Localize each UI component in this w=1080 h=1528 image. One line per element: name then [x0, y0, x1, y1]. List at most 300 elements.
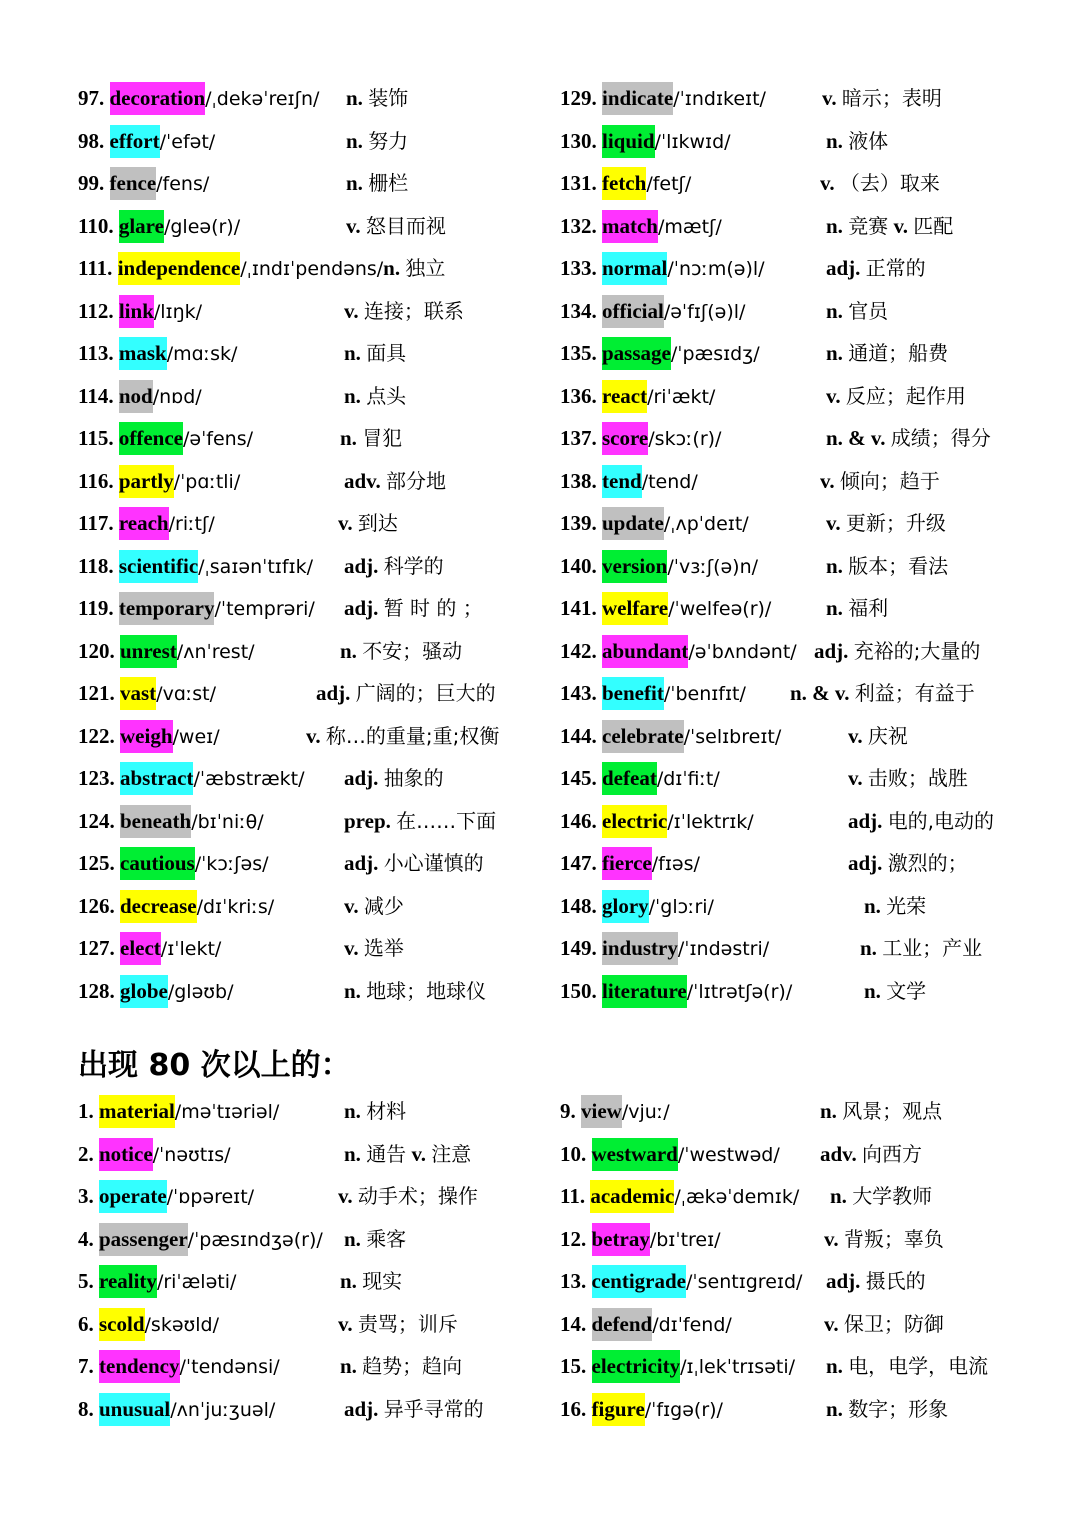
vocab-entry	[78, 842, 484, 885]
part-of-speech: n.	[826, 596, 843, 620]
phonetic: /gləʊb/	[167, 980, 234, 1003]
phonetic: /ˈnɔːm(ə)l/	[667, 258, 765, 280]
vocab-entry	[560, 545, 949, 588]
phonetic: /ˈsentɪgreɪd/	[685, 1271, 803, 1293]
part-of-speech: n.	[340, 426, 357, 450]
chinese-meaning: 暗示；表明	[841, 86, 942, 110]
vocab-word: nod	[119, 380, 153, 413]
meaning	[346, 77, 408, 120]
phonetic: /mætʃ/	[658, 215, 722, 238]
vocab-word: scold	[99, 1308, 145, 1341]
entry-number: 145.	[560, 766, 597, 790]
part-of-speech: adj.	[848, 851, 883, 875]
vocab-entry	[78, 715, 500, 758]
vocab-word: scientific	[119, 550, 198, 583]
meaning	[848, 715, 908, 758]
chinese-meaning: 更新；升级	[845, 511, 946, 535]
chinese-meaning: 怒目而视	[365, 213, 446, 238]
vocab-entry	[78, 290, 464, 333]
entry-number: 97.	[78, 86, 105, 110]
meaning	[344, 332, 406, 375]
meaning	[340, 1345, 462, 1388]
phonetic: /gleə(r)/	[163, 215, 241, 238]
vocab-entry	[78, 375, 445, 418]
part-of-speech: adj.	[344, 766, 379, 790]
vocab-entry	[560, 715, 908, 758]
chinese-meaning: 击败；战胜	[867, 766, 968, 790]
chinese-meaning: 努力	[368, 128, 409, 153]
entry-number: 118.	[78, 553, 114, 578]
meaning	[820, 1090, 942, 1133]
phonetic: /əˈbʌndənt/	[688, 640, 797, 663]
chinese-meaning: 广阔的；巨大的	[355, 681, 496, 705]
meaning	[826, 1388, 948, 1431]
vocab-word: fierce	[602, 847, 652, 880]
meaning	[344, 970, 486, 1013]
vocab-entry	[560, 162, 940, 205]
vocab-word: welfare	[602, 592, 668, 625]
entry-number: 128.	[78, 978, 115, 1003]
part-of-speech: n.	[864, 978, 881, 1003]
vocab-entry	[560, 375, 966, 418]
part-of-speech: n. & v.	[826, 426, 886, 450]
part-of-speech: n.	[344, 341, 361, 365]
meaning	[820, 460, 940, 503]
chinese-meaning: 点头	[366, 383, 407, 408]
phonetic: /riˈækt/	[647, 385, 716, 408]
meaning	[820, 162, 940, 205]
phonetic: /əˈfens/	[182, 428, 254, 450]
phonetic: /əˈfɪʃ(ə)l/	[663, 300, 746, 323]
part-of-speech: n.	[340, 1269, 357, 1293]
meaning	[860, 927, 982, 970]
vocab-entry	[78, 1218, 407, 1261]
phonetic: /ˌɪndɪˈpendəns/	[240, 258, 384, 280]
part-of-speech: n.	[346, 128, 363, 153]
phonetic: /ˈkɔːʃəs/	[194, 853, 269, 875]
meaning	[316, 672, 496, 715]
vocab-entry	[78, 1303, 458, 1346]
vocab-word: celebrate	[602, 720, 684, 753]
meaning	[344, 757, 444, 800]
vocab-word: abundant	[602, 635, 688, 668]
phonetic: /riˈæləti/	[156, 1271, 237, 1293]
chinese-meaning: 反应；起作用	[845, 383, 966, 408]
vocab-word: defend	[592, 1308, 653, 1341]
part-of-speech: n.	[826, 298, 843, 323]
phonetic: /ɪˌlekˈtrɪsəti/	[680, 1356, 796, 1378]
vocab-entry	[78, 1388, 484, 1431]
phonetic: /vjuː/	[621, 1101, 670, 1123]
meaning	[338, 1303, 458, 1346]
vocab-entry	[560, 502, 946, 545]
part-of-speech: v.	[344, 936, 359, 960]
vocab-entry	[560, 885, 927, 928]
meaning	[826, 545, 948, 588]
meaning	[344, 290, 464, 333]
vocab-word: academic	[590, 1180, 674, 1213]
vocab-word: passage	[602, 337, 671, 370]
phonetic: /fetʃ/	[646, 173, 692, 195]
vocab-word: effort	[110, 125, 160, 158]
chinese-meaning: 光荣	[886, 893, 927, 918]
vocab-word: electric	[602, 805, 667, 838]
meaning	[344, 1218, 406, 1261]
part-of-speech: n.	[826, 1396, 843, 1421]
vocab-word: literature	[602, 975, 687, 1008]
phonetic: /ˌdekəˈreɪʃn/	[205, 88, 320, 110]
part-of-speech: v.	[893, 213, 909, 238]
entry-number: 137.	[560, 426, 597, 450]
vocab-word: tendency	[99, 1350, 180, 1383]
phonetic: /vɑːst/	[156, 683, 217, 705]
meaning	[824, 1303, 944, 1346]
meaning	[826, 205, 953, 248]
chinese-meaning: 充裕的;大量的	[853, 638, 981, 663]
phonetic: /ˈnəʊtɪs/	[152, 1143, 231, 1166]
entry-number: 15.	[560, 1354, 587, 1378]
part-of-speech: n.	[820, 1099, 837, 1123]
part-of-speech: n.	[826, 213, 843, 238]
chinese-meaning: 独立	[405, 256, 446, 280]
entry-number: 9.	[560, 1099, 576, 1123]
vocab-entry	[560, 757, 968, 800]
vocab-entry	[78, 672, 496, 715]
chinese-meaning: 大学教师	[852, 1184, 933, 1208]
entry-number: 1.	[78, 1099, 94, 1123]
vocab-word: vast	[120, 677, 156, 710]
vocab-word: notice	[99, 1138, 153, 1171]
meaning	[340, 1260, 402, 1303]
part-of-speech: n.	[344, 1099, 361, 1123]
chinese-meaning: 庆祝	[867, 723, 908, 748]
entry-number: 121.	[78, 681, 115, 705]
section-heading: 出现 80 次以上的：	[78, 1048, 351, 1083]
vocab-word: benefit	[602, 677, 664, 710]
meaning	[346, 120, 408, 163]
chinese-meaning: 抽象的	[383, 766, 444, 790]
vocab-entry	[78, 885, 445, 928]
vocab-word: globe	[120, 975, 168, 1008]
chinese-meaning: 异乎寻常的	[383, 1396, 484, 1421]
vocab-entry	[560, 1303, 944, 1346]
chinese-meaning: 利益；有益于	[854, 681, 975, 705]
chinese-meaning: 现实	[362, 1269, 403, 1293]
part-of-speech: n.	[346, 86, 363, 110]
vocab-word: elect	[120, 932, 161, 965]
entry-number: 119.	[78, 596, 114, 620]
section2-left-column	[78, 1090, 484, 1430]
phonetic: /ˈbenɪfɪt/	[663, 683, 746, 705]
entry-number: 3.	[78, 1184, 94, 1208]
chinese-meaning: 倾向；趋于	[839, 468, 940, 493]
entry-number: 138.	[560, 468, 597, 493]
vocab-entry	[560, 927, 983, 970]
meaning	[344, 545, 444, 588]
meaning	[826, 290, 888, 333]
entry-number: 115.	[78, 426, 114, 450]
part-of-speech: prep.	[344, 808, 391, 833]
vocab-entry	[560, 120, 889, 163]
entry-number: 146.	[560, 808, 597, 833]
chinese-meaning: 数字；形象	[848, 1396, 949, 1421]
vocab-entry	[560, 587, 889, 630]
part-of-speech: n.	[860, 936, 877, 960]
meaning	[848, 842, 968, 885]
phonetic: /skəʊld/	[144, 1313, 219, 1336]
meaning	[346, 205, 446, 248]
vocab-word: defeat	[602, 762, 657, 795]
vocab-word: version	[602, 550, 667, 583]
chinese-meaning: （去）取来	[839, 171, 940, 195]
entry-number: 144.	[560, 723, 597, 748]
part-of-speech: n.	[826, 128, 843, 153]
part-of-speech: adv.	[344, 468, 381, 493]
vocab-entry	[560, 1090, 943, 1133]
vocab-word: liquid	[602, 125, 655, 158]
vocab-entry	[560, 417, 991, 460]
vocab-word: westward	[592, 1138, 678, 1171]
meaning	[346, 162, 408, 205]
phonetic: /dɪˈkriːs/	[196, 895, 275, 918]
part-of-speech: n.	[344, 978, 361, 1003]
phonetic: /nɒd/	[152, 385, 202, 408]
vocab-word: reality	[99, 1265, 157, 1298]
phonetic: /mɑːsk/	[166, 343, 238, 365]
phonetic: /ˈfɪgə(r)/	[644, 1398, 723, 1421]
vocab-word: glory	[602, 890, 649, 923]
vocab-word: update	[602, 507, 664, 540]
part-of-speech: v.	[338, 1184, 353, 1208]
chinese-meaning: 保卫；防御	[843, 1311, 944, 1336]
chinese-meaning: 激烈的；	[887, 851, 968, 875]
vocab-word: partly	[119, 465, 174, 498]
phonetic: /lɪŋk/	[153, 300, 203, 323]
meaning	[822, 77, 942, 120]
meaning	[826, 120, 888, 163]
chinese-meaning: 冒犯	[362, 426, 403, 450]
phonetic: /ˈtendənsi/	[179, 1356, 280, 1378]
chinese-meaning: 乘客	[366, 1226, 407, 1251]
chinese-meaning: 地球；地球仪	[366, 978, 487, 1003]
meaning	[864, 885, 926, 928]
part-of-speech: v.	[826, 511, 841, 535]
entry-number: 110.	[78, 213, 114, 238]
vocab-entry	[560, 672, 975, 715]
part-of-speech: adj.	[826, 1269, 861, 1293]
vocab-word: link	[119, 295, 154, 328]
vocab-word: beneath	[120, 805, 191, 838]
vocab-entry	[560, 332, 949, 375]
meaning	[864, 970, 926, 1013]
chinese-meaning: 动手术；操作	[357, 1184, 478, 1208]
vocab-word: offence	[119, 422, 183, 455]
entry-number: 10.	[560, 1141, 587, 1166]
chinese-meaning: 减少	[363, 893, 404, 918]
phonetic: /ˈæbstrækt/	[193, 768, 305, 790]
phonetic: /weɪ/	[172, 725, 220, 748]
part-of-speech: v.	[344, 893, 359, 918]
chinese-meaning: 栅栏	[368, 171, 409, 195]
meaning	[306, 715, 499, 758]
chinese-meaning: 成绩；得分	[890, 426, 991, 450]
vocab-entry	[78, 800, 497, 843]
chinese-meaning: 电，电学，电流	[848, 1354, 989, 1378]
section1-right-column	[560, 77, 995, 1012]
vocab-entry	[560, 1260, 926, 1303]
entry-number: 8.	[78, 1396, 94, 1421]
chinese-meaning: 部分地	[386, 468, 447, 493]
phonetic: /bɪˈtreɪ/	[649, 1228, 721, 1251]
meaning	[826, 502, 946, 545]
chinese-meaning: 通道；船费	[848, 341, 949, 365]
chinese-meaning: 匹配	[913, 213, 954, 238]
entry-number: 148.	[560, 893, 597, 918]
part-of-speech: v.	[848, 723, 863, 748]
phonetic: /ɪˈlektrɪk/	[667, 810, 754, 833]
part-of-speech: v.	[824, 1311, 839, 1336]
vocab-entry	[78, 247, 445, 290]
vocab-word: betray	[592, 1223, 650, 1256]
chinese-meaning: 不安；骚动	[362, 638, 463, 663]
entry-number: 5.	[78, 1269, 94, 1293]
vocab-entry	[560, 800, 995, 843]
part-of-speech: adv.	[820, 1141, 857, 1166]
entry-number: 150.	[560, 978, 597, 1003]
vocab-entry	[560, 460, 940, 503]
vocab-word: electricity	[592, 1350, 681, 1383]
entry-number: 147.	[560, 851, 597, 875]
chinese-meaning: 通告	[366, 1141, 407, 1166]
vocab-entry	[78, 417, 445, 460]
chinese-meaning: 摄氏的	[865, 1269, 926, 1293]
part-of-speech: v.	[338, 1311, 353, 1336]
meaning	[340, 630, 462, 673]
vocab-entry	[78, 1090, 407, 1133]
chinese-meaning: 趋势；趋向	[362, 1354, 463, 1378]
vocab-word: weigh	[120, 720, 173, 753]
part-of-speech: n.	[826, 553, 843, 578]
meaning	[826, 1260, 926, 1303]
vocab-word: match	[602, 210, 658, 243]
entry-number: 129.	[560, 86, 597, 110]
chinese-meaning: 责骂；训斥	[357, 1311, 458, 1336]
vocab-word: figure	[592, 1393, 645, 1426]
part-of-speech: n.	[346, 171, 363, 195]
vocab-word: normal	[602, 252, 667, 285]
meaning	[338, 502, 398, 545]
phonetic: /ˈefət/	[159, 130, 216, 153]
entry-number: 134.	[560, 298, 597, 323]
meaning	[344, 1133, 471, 1176]
meaning	[826, 587, 888, 630]
entry-number: 132.	[560, 213, 597, 238]
vocab-entry	[560, 1133, 923, 1176]
vocab-word: decoration	[110, 82, 206, 115]
vocab-word: centigrade	[592, 1265, 686, 1298]
chinese-meaning: 小心谨慎的	[383, 851, 484, 875]
part-of-speech: v.	[306, 723, 321, 748]
entry-number: 14.	[560, 1311, 587, 1336]
vocab-word: fence	[110, 167, 157, 200]
meaning	[344, 587, 483, 630]
entry-number: 135.	[560, 341, 597, 365]
vocab-word: fetch	[602, 167, 646, 200]
vocab-entry	[78, 1345, 463, 1388]
meaning	[814, 630, 980, 673]
entry-number: 117.	[78, 511, 114, 535]
phonetic: /ˈvɜːʃ(ə)n/	[667, 555, 759, 578]
meaning	[790, 672, 975, 715]
part-of-speech: adj.	[344, 851, 379, 875]
chinese-meaning: 竞赛	[848, 213, 889, 238]
vocab-word: indicate	[602, 82, 673, 115]
phonetic: /ˈlɪtrətʃə(r)/	[686, 980, 793, 1003]
part-of-speech: n.	[340, 1354, 357, 1378]
part-of-speech: v.	[820, 171, 835, 195]
meaning	[826, 417, 991, 460]
vocab-entry	[78, 970, 487, 1013]
chinese-meaning: 材料	[366, 1099, 407, 1123]
phonetic: /ˈwelfeə(r)/	[668, 598, 772, 620]
entry-number: 99.	[78, 171, 105, 195]
meaning	[344, 885, 404, 928]
entry-number: 16.	[560, 1396, 587, 1421]
phonetic: /ˈpæsɪdʒ/	[670, 343, 760, 365]
vocab-entry	[560, 205, 954, 248]
entry-number: 124.	[78, 808, 115, 833]
entry-number: 112.	[78, 298, 114, 323]
entry-number: 141.	[560, 596, 597, 620]
entry-number: 122.	[78, 723, 115, 748]
phonetic: /ɪˈlekt/	[160, 938, 222, 960]
entry-number: 98.	[78, 128, 105, 153]
part-of-speech: n.	[344, 1226, 361, 1251]
part-of-speech: v.	[822, 86, 837, 110]
entry-number: 123.	[78, 766, 115, 790]
vocab-word: operate	[99, 1180, 167, 1213]
part-of-speech: v.	[338, 511, 353, 535]
phonetic: /məˈtɪəriəl/	[174, 1101, 280, 1123]
meaning	[344, 927, 404, 970]
entry-number: 127.	[78, 936, 115, 960]
meaning	[344, 1090, 406, 1133]
phonetic: /bɪˈniːθ/	[191, 810, 264, 833]
chinese-meaning: 注意	[431, 1141, 472, 1166]
vocab-entry	[78, 205, 445, 248]
phonetic: /ˈwestwəd/	[677, 1143, 780, 1166]
part-of-speech: adj.	[848, 808, 883, 833]
part-of-speech: n.	[826, 1354, 843, 1378]
vocab-entry	[78, 502, 445, 545]
meaning	[826, 1345, 988, 1388]
phonetic: /fɪəs/	[651, 853, 700, 875]
vocab-entry	[560, 970, 927, 1013]
chinese-meaning: 官员	[848, 298, 889, 323]
vocab-entry	[78, 630, 463, 673]
phonetic: /ˈɪndɪkeɪt/	[673, 88, 766, 110]
meaning	[826, 375, 966, 418]
phonetic: /riːtʃ/	[168, 513, 215, 535]
vocab-entry	[560, 77, 942, 120]
vocab-entry	[560, 842, 968, 885]
phonetic: /ˌsaɪənˈtɪfɪk/	[198, 555, 314, 578]
chinese-meaning: 电的,电动的	[887, 808, 995, 833]
phonetic: /ˌækəˈdemɪk/	[674, 1186, 800, 1208]
meaning	[824, 1218, 944, 1261]
part-of-speech: v.	[344, 298, 359, 323]
entry-number: 12.	[560, 1226, 587, 1251]
